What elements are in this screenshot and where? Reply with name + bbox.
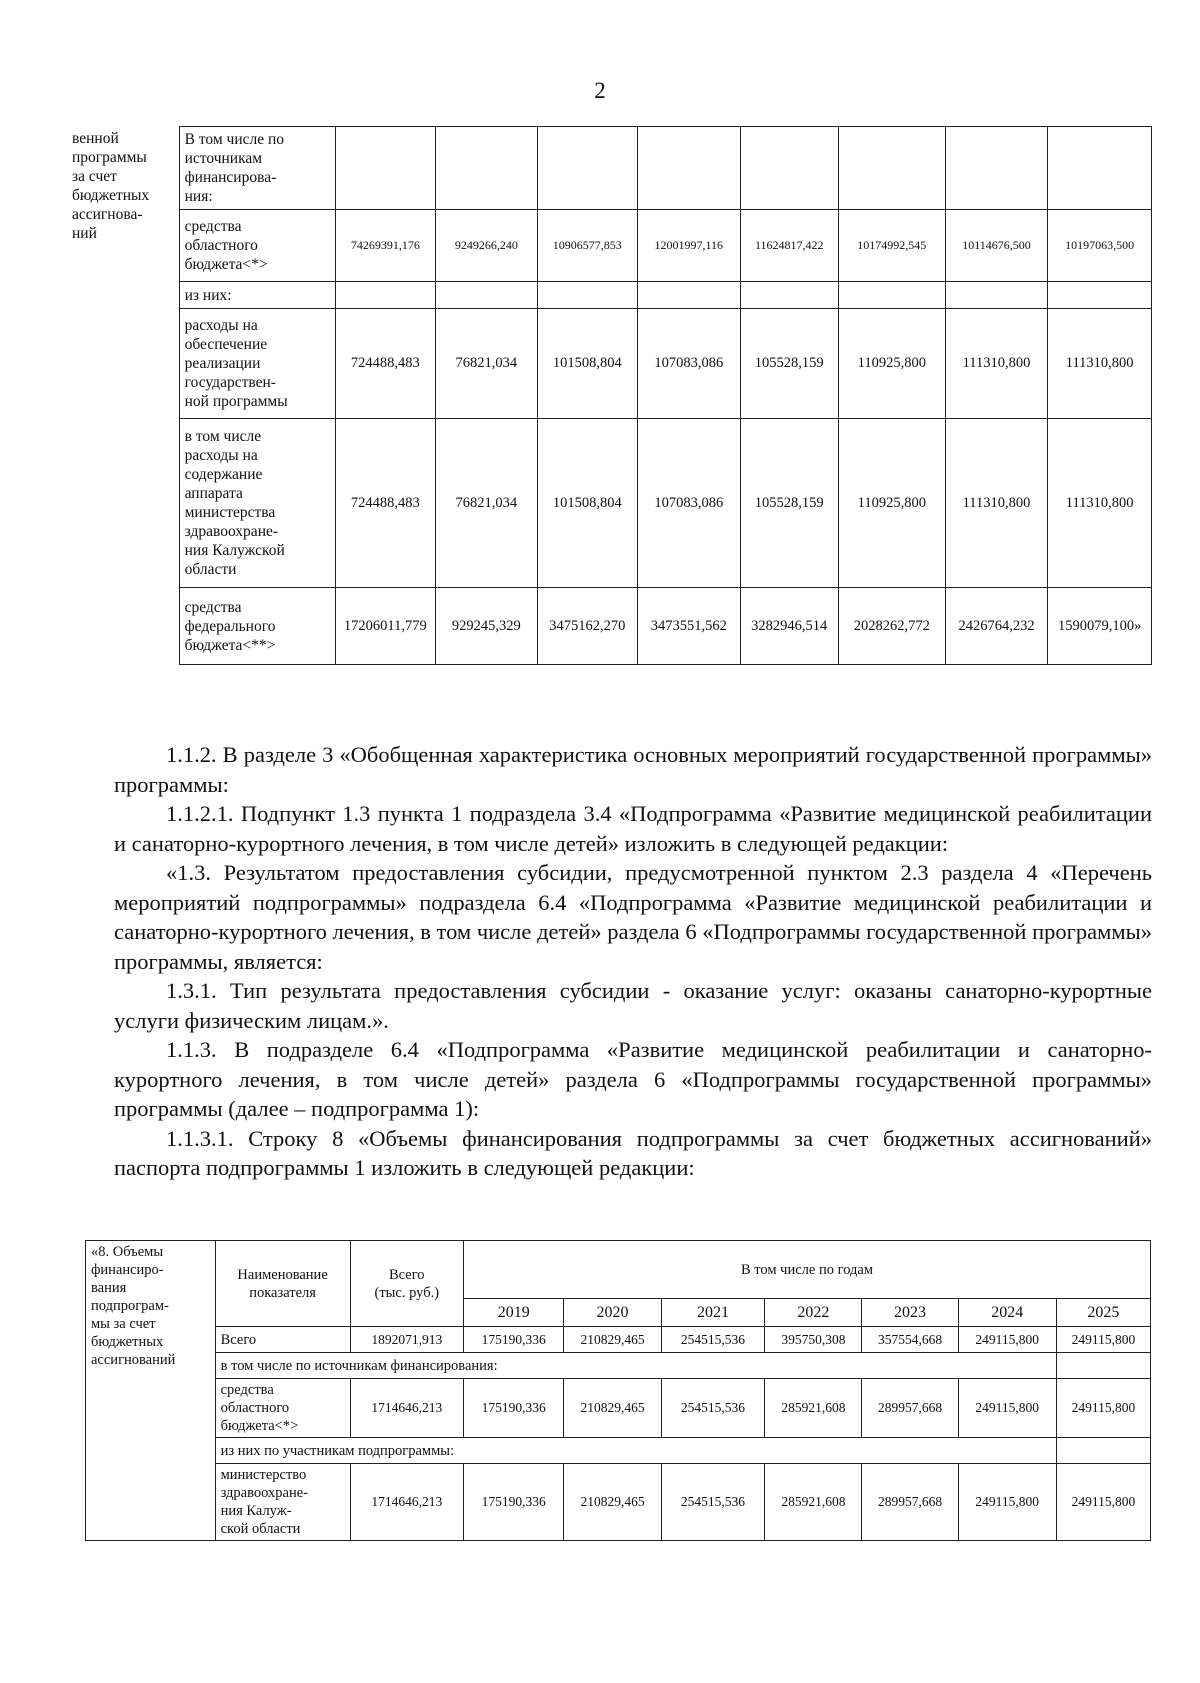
value-cell: 3282946,514: [740, 588, 838, 665]
line: вания: [91, 1280, 127, 1296]
value-cell: [945, 282, 1048, 309]
line: в том числе: [184, 428, 262, 445]
line: ний: [72, 224, 97, 242]
value-cell: 107083,086: [638, 419, 741, 588]
value-cell: [838, 282, 945, 309]
value-cell: 17206011,779: [335, 588, 435, 665]
row-label: [179, 210, 335, 282]
row-label: [179, 127, 335, 210]
sources-row: [86, 1353, 1151, 1379]
row-label: [215, 1464, 350, 1541]
value-cell: 105528,159: [740, 309, 838, 419]
value-cell: 10174992,545: [838, 210, 945, 282]
line: «8. Объемы: [91, 1244, 164, 1260]
table-row: [68, 309, 1152, 419]
line: аппарата: [184, 485, 243, 502]
total-value: 1892071,913: [350, 1327, 463, 1353]
span-label: из них по участникам подпрограммы:: [215, 1438, 1056, 1464]
table-row: [68, 282, 1152, 309]
table-row: [68, 210, 1152, 282]
value-cell: [838, 127, 945, 210]
line: венной: [72, 129, 119, 147]
side-label: [86, 1241, 216, 1541]
value-cell: 10114676,500: [945, 210, 1048, 282]
line: бюджетных: [72, 186, 150, 204]
year-value: 289957,668: [862, 1464, 958, 1541]
year-value: 210829,465: [564, 1327, 661, 1353]
value-cell: [638, 127, 741, 210]
row-label: [215, 1379, 350, 1438]
total-header: [350, 1241, 463, 1327]
value-cell: [638, 282, 741, 309]
empty-cell: [1056, 1438, 1150, 1464]
year-header: 2024: [958, 1299, 1056, 1327]
value-cell: [740, 127, 838, 210]
value-cell: 111310,800: [1048, 419, 1152, 588]
value-cell: 724488,483: [335, 309, 435, 419]
row-label: [179, 282, 335, 309]
line: ной программы: [184, 393, 288, 410]
year-value: 285921,608: [765, 1379, 862, 1438]
row-label: [179, 309, 335, 419]
empty-cell: [1056, 1353, 1150, 1379]
paragraph: 1.1.3. В подразделе 6.4 «Подпрограмма «Развитие медицинской реабилитации и санаторно-курортного лечения, в том числе детей» раздела 6 «Подпрограммы государственной программы» программы (далее – подпрограмма 1):: [114, 1037, 1152, 1121]
year-value: 254515,536: [661, 1464, 765, 1541]
line: Всего: [389, 1266, 425, 1283]
paragraph: 1.3.1. Тип результата предоставления субсидии - оказание услуг: оказаны санаторно-курортные услуги физическим лицам.».: [114, 978, 1152, 1033]
line: показателя: [249, 1284, 316, 1301]
line: ассигнова-: [72, 205, 143, 223]
line: финансирова-: [184, 169, 277, 186]
line: бюджета<**>: [184, 636, 276, 654]
value-cell: 105528,159: [740, 419, 838, 588]
line: средства: [184, 598, 242, 616]
value-cell: 3473551,562: [638, 588, 741, 665]
line: федерального: [184, 617, 276, 635]
year-value: 357554,668: [862, 1327, 958, 1353]
year-value: 175190,336: [463, 1327, 563, 1353]
year-value: 249115,800: [958, 1464, 1056, 1541]
total-row: [86, 1327, 1151, 1353]
line: программы: [72, 148, 147, 166]
table-row: [68, 588, 1152, 665]
year-value: 210829,465: [564, 1464, 661, 1541]
year-value: 175190,336: [463, 1379, 563, 1438]
total-value: 1714646,213: [350, 1379, 463, 1438]
value-cell: [1048, 127, 1152, 210]
year-value: 249115,800: [1056, 1464, 1150, 1541]
year-value: 254515,536: [661, 1327, 765, 1353]
year-header: 2020: [564, 1299, 661, 1327]
line: области: [184, 561, 237, 578]
value-cell: 76821,034: [436, 419, 538, 588]
line: областного: [220, 1400, 290, 1416]
row-label: [179, 588, 335, 665]
line: мы за счет: [91, 1316, 156, 1332]
line: бюджета<*>: [220, 1418, 299, 1434]
year-header: 2023: [862, 1299, 958, 1327]
line: из них:: [184, 286, 232, 304]
value-cell: 111310,800: [945, 309, 1048, 419]
value-cell: 10906577,853: [537, 210, 637, 282]
value-cell: 101508,804: [537, 309, 637, 419]
line: обеспечение: [184, 336, 268, 353]
line: подпрограм-: [91, 1298, 169, 1314]
value-cell: 2426764,232: [945, 588, 1048, 665]
header-row: [86, 1241, 1151, 1299]
value-cell: 110925,800: [838, 309, 945, 419]
total-value: 1714646,213: [350, 1464, 463, 1541]
year-value: 285921,608: [765, 1464, 862, 1541]
row-label: [179, 419, 335, 588]
value-cell: 107083,086: [638, 309, 741, 419]
value-cell: [436, 127, 538, 210]
year-value: 249115,800: [1056, 1327, 1150, 1353]
side-label: [68, 127, 179, 665]
line: источникам: [184, 150, 263, 167]
value-cell: 76821,034: [436, 309, 538, 419]
year-value: 249115,800: [958, 1327, 1056, 1353]
value-cell: 101508,804: [537, 419, 637, 588]
year-value: 249115,800: [1056, 1379, 1150, 1438]
value-cell: 1590079,100»: [1048, 588, 1152, 665]
value-cell: 9249266,240: [436, 210, 538, 282]
financing-table-continued: [68, 126, 1152, 665]
value-cell: 110925,800: [838, 419, 945, 588]
year-value: 249115,800: [958, 1379, 1056, 1438]
regional-budget-row: [86, 1379, 1151, 1438]
value-cell: 12001997,116: [638, 210, 741, 282]
value-cell: [1048, 282, 1152, 309]
value-cell: [537, 127, 637, 210]
line: ассигнований: [91, 1352, 176, 1368]
value-cell: [537, 282, 637, 309]
year-header: 2022: [765, 1299, 862, 1327]
table-row: [68, 127, 1152, 210]
line: бюджета<*>: [184, 256, 268, 273]
years-group-header: В том числе по годам: [463, 1241, 1150, 1299]
line: расходы на: [184, 317, 258, 334]
value-cell: 3475162,270: [537, 588, 637, 665]
year-value: 210829,465: [564, 1379, 661, 1438]
line: (тыс. руб.): [374, 1284, 440, 1301]
paragraph: «1.3. Результатом предоставления субсидии, предусмотренной пунктом 2.3 раздела 4 «Перечень мероприятий подпрограммы» подраздела 6.4 «Подпрограмма «Развитие медицинской реабилитации и санаторно-курортного лечения, в том числе детей» раздела 6 «Подпрограммы государственной программы» программы, является:: [114, 860, 1152, 974]
line: средства: [220, 1382, 274, 1398]
line: расходы на: [184, 447, 258, 464]
year-header: 2021: [661, 1299, 765, 1327]
year-value: 289957,668: [862, 1379, 958, 1438]
line: ния Калуж-: [220, 1503, 292, 1519]
value-cell: 111310,800: [1048, 309, 1152, 419]
indicator-header: [215, 1241, 350, 1327]
row-label: Всего: [215, 1327, 350, 1353]
year-value: 395750,308: [765, 1327, 862, 1353]
value-cell: 2028262,772: [838, 588, 945, 665]
year-header: 2025: [1056, 1299, 1150, 1327]
year-header: 2019: [463, 1299, 563, 1327]
line: финансиро-: [91, 1262, 164, 1278]
line: министерства: [184, 504, 276, 521]
value-cell: [335, 282, 435, 309]
year-value: 175190,336: [463, 1464, 563, 1541]
line: В том числе по: [184, 131, 285, 148]
line: здравоохране-: [220, 1485, 308, 1501]
span-label: в том числе по источникам финансирования:: [215, 1353, 1056, 1379]
value-cell: [335, 127, 435, 210]
line: ния Калужской: [184, 542, 285, 559]
line: государствен-: [184, 374, 276, 391]
ministry-row: [86, 1464, 1151, 1541]
line: здравоохране-: [184, 523, 279, 540]
line: министерство: [220, 1467, 307, 1483]
value-cell: 929245,329: [436, 588, 538, 665]
line: ской области: [220, 1521, 301, 1537]
value-cell: [945, 127, 1048, 210]
value-cell: 11624817,422: [740, 210, 838, 282]
line: бюджетных: [91, 1334, 164, 1350]
value-cell: [436, 282, 538, 309]
paragraph: 1.1.2.1. Подпункт 1.3 пункта 1 подраздела 3.4 «Подпрограмма «Развитие медицинской реабилитации и санаторно-курортного лечения, в том числе детей» изложить в следующей редакции:: [114, 801, 1152, 856]
subprogram-financing-table: [85, 1240, 1151, 1541]
table-row: [68, 419, 1152, 588]
line: за счет: [72, 167, 117, 185]
value-cell: 724488,483: [335, 419, 435, 588]
line: содержание: [184, 466, 263, 483]
participants-row: [86, 1438, 1151, 1464]
paragraph: 1.1.2. В разделе 3 «Обобщенная характеристика основных мероприятий государственной программы» программы:: [114, 742, 1152, 797]
value-cell: 74269391,176: [335, 210, 435, 282]
line: средства: [184, 218, 242, 235]
paragraph: 1.1.3.1. Строку 8 «Объемы финансирования подпрограммы за счет бюджетных ассигнований» паспорта подпрограммы 1 изложить в следующей редакции:: [114, 1125, 1152, 1180]
year-value: 254515,536: [661, 1379, 765, 1438]
page-number: 2: [594, 78, 606, 103]
value-cell: 10197063,500: [1048, 210, 1152, 282]
value-cell: [740, 282, 838, 309]
line: областного: [184, 237, 258, 254]
body-text: [114, 740, 1152, 1183]
line: Наименование: [237, 1266, 328, 1283]
line: ния:: [184, 188, 213, 205]
line: реализации: [184, 355, 261, 372]
value-cell: 111310,800: [945, 419, 1048, 588]
